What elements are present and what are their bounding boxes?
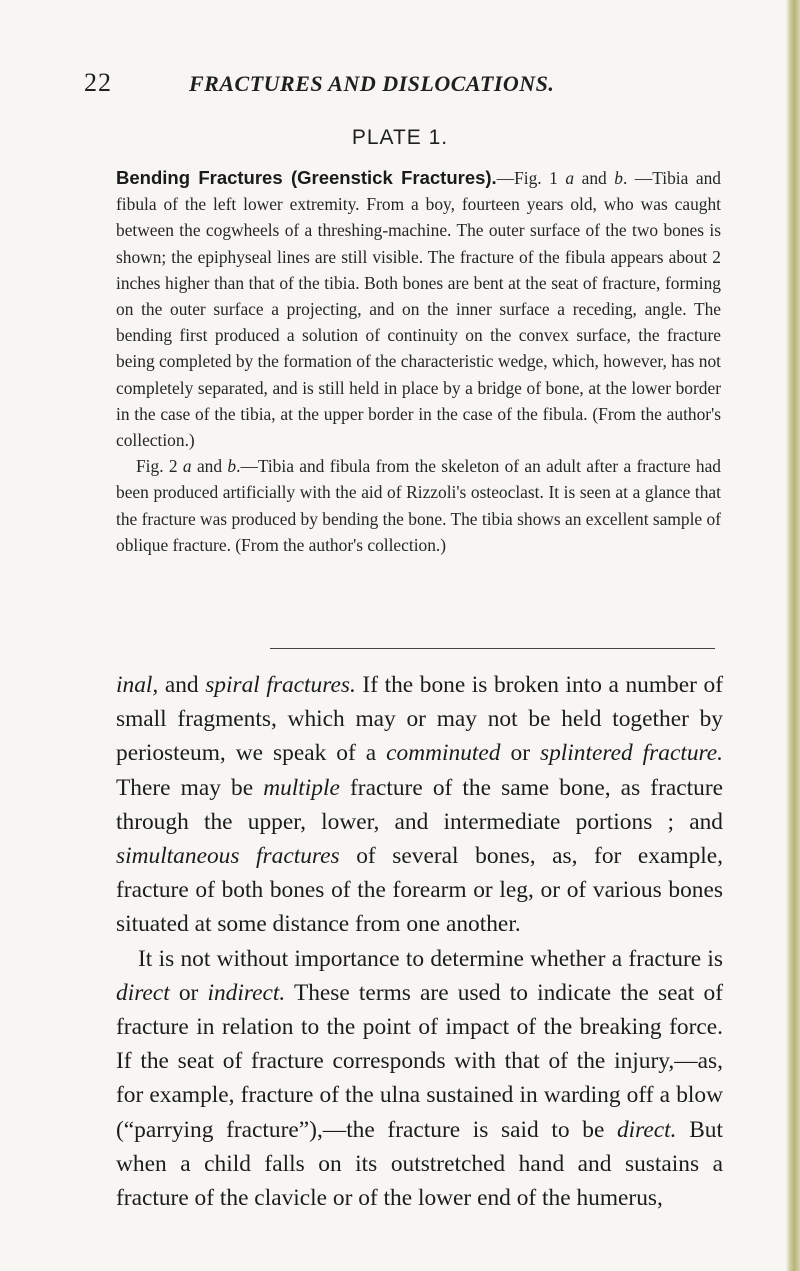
fig1-label: —Fig. 1 [496,168,566,188]
body-paragraph-2 [116,942,723,1216]
caption-fig1 [116,165,721,453]
fig2-a: a [182,456,192,477]
p2-text-3: These terms are used to indicate the seat of fracture in relation to the point of impact of the breaking force. If the seat of fracture corresponds with that of the injury,—as, for example, fracture of the ulna sustained in warding off a blow (“parrying fracture”),—the fracture is said to be [116,979,723,1143]
fig1-and: and [574,168,615,188]
p2-italic-1: direct [116,979,170,1006]
p1-text-3: or [500,740,540,767]
p1-text-6: of several bones, as, for example, fracture of both bones of the forearm or leg, or of various bones situated at some distance from one another. [116,843,723,938]
p2-text-1: It is not without importance to determine whether a fracture is [138,945,723,972]
fig2-b: b [227,456,237,477]
p1-text-4: There may be [116,774,264,801]
page-edge [786,0,800,1271]
fig1-b: b [614,168,623,188]
page-number: 22 [84,68,112,97]
fig1-text: . —Tibia and fibula of the left lower extremity. From a boy, fourteen years old, who was caught between the cogwheels of a threshing-machine. The outer surface of the two bones is shown; the epiphyseal lines are still visible. The fracture of the fibula appears about 2 inches higher than that of the tibia. Both bones are bent at the seat of fracture, forming on the outer surface a projecting, and on the inner surface a receding, angle. The bending first produced a solution of continuity on the convex surface, the fracture being completed by the formation of the characteristic wedge, which, however, has not completely separated, and is still held in place by a bridge of bone, at the lower border in the case of the tibia, at the upper border in the case of the fibula. (From the author's collection.) [116,168,722,451]
p2-italic-2: indirect. [207,979,286,1006]
p2-text-4: But when a child falls on its outstretched hand and sustains a fracture of the clavicle or of the lower end of the humerus, [116,1116,723,1212]
caption-fig2 [116,453,721,558]
p1-italic-6: simultaneous fractures [116,843,340,870]
caption-heading: Bending Fractures (Greenstick Fractures). [116,167,497,188]
caption-divider [270,648,715,649]
page-header [84,68,784,108]
p1-text-1: and [158,672,206,698]
p1-italic-5: multiple [263,774,340,801]
fig2-label: Fig. 2 [136,456,183,477]
plate-caption [116,165,721,558]
p1-italic-3: comminuted [386,740,501,767]
running-title: FRACTURES AND DISLOCATIONS. [189,71,555,96]
p1-text-5: fracture of the same bone, as fracture through the upper, lower, and intermediate portions ; and [116,774,723,835]
fig2-text: .—Tibia and fibula from the skeleton of an adult after a fracture had been produced artificially with the aid of Rizzoli's osteoclast. It is seen at a glance that the fracture was produced by bending the bone. The tibia shows an excellent sample of oblique fracture. (From the author's collection.) [116,456,721,555]
p2-italic-3: direct. [616,1116,677,1143]
body-text [116,668,723,1215]
plate-title: PLATE 1. [351,126,449,149]
p2-text-2: or [169,979,208,1006]
fig1-a: a [565,168,575,188]
p1-italic-1: inal, [116,672,159,698]
fig2-and: and [191,456,228,477]
p1-italic-2: spiral fractures. [205,672,356,698]
body-paragraph-1 [116,668,723,942]
p1-italic-4: splintered fracture. [539,740,723,767]
p1-text-2: If the bone is broken into a number of small fragments, which may or may not be held together by periosteum, we speak of a [116,672,723,767]
